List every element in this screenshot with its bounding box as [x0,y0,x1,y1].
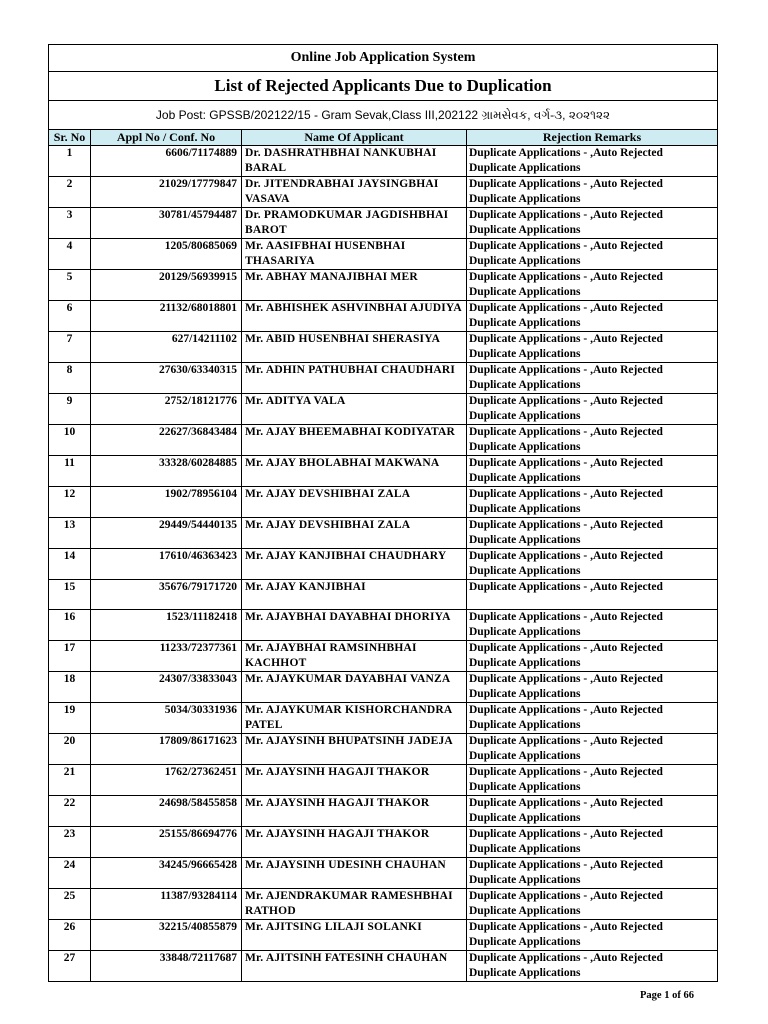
applicant-name-cell: Mr. AJAYBHAI RAMSINHBHAI KACHHOT [242,641,467,672]
applicant-name-cell: Dr. JITENDRABHAI JAYSINGBHAI VASAVA [242,177,467,208]
appl-no-cell: 1523/11182418 [91,610,242,641]
sr-no-cell: 5 [49,270,91,301]
remark-line-1: Duplicate Applications - ,Auto Rejected [469,488,663,500]
sr-no-cell: 20 [49,734,91,765]
rejection-remarks-cell [467,332,718,363]
remark-line-1: Duplicate Applications - ,Auto Rejected [469,457,663,469]
remark-line-1: Duplicate Applications - ,Auto Rejected [469,364,663,376]
table-row [49,177,718,208]
appl-no-cell: 1762/27362451 [91,765,242,796]
appl-no-cell: 29449/54440135 [91,518,242,549]
applicant-name-cell: Dr. PRAMODKUMAR JAGDISHBHAI BAROT [242,208,467,239]
applicant-name-cell: Mr. ABHISHEK ASHVINBHAI AJUDIYA [242,301,467,332]
table-row [49,363,718,394]
table-row [49,332,718,363]
applicant-name-cell: Mr. AJAYSINH HAGAJI THAKOR [242,796,467,827]
remark-line-1: Duplicate Applications - ,Auto Rejected [469,302,663,314]
remark-line-1: Duplicate Applications - ,Auto Rejected [469,921,663,933]
applicant-name-cell: Dr. DASHRATHBHAI NANKUBHAI BARAL [242,146,467,177]
table-row [49,425,718,456]
appl-no-cell: 17809/86171623 [91,734,242,765]
col-header-sr-no: Sr. No [49,130,91,146]
remark-line-2: Duplicate Applications [469,472,581,484]
rejection-remarks-cell [467,827,718,858]
sr-no-cell: 12 [49,487,91,518]
sr-no-cell: 22 [49,796,91,827]
remark-line-2: Duplicate Applications [469,905,581,917]
rejection-remarks-cell [467,549,718,580]
rejection-remarks-cell [467,672,718,703]
sr-no-cell: 26 [49,920,91,951]
table-body [49,146,718,982]
remark-line-2: Duplicate Applications [469,410,581,422]
applicant-name-cell: Mr. AJITSING LILAJI SOLANKI [242,920,467,951]
remark-line-1: Duplicate Applications - ,Auto Rejected [469,395,663,407]
applicant-name-cell: Mr. AJENDRAKUMAR RAMESHBHAI RATHOD [242,889,467,920]
remark-line-2: Duplicate Applications [469,936,581,948]
sr-no-cell: 11 [49,456,91,487]
appl-no-cell: 11387/93284114 [91,889,242,920]
remark-line-1: Duplicate Applications - ,Auto Rejected [469,611,663,623]
remark-line-1: Duplicate Applications - ,Auto Rejected [469,673,663,685]
appl-no-cell: 17610/46363423 [91,549,242,580]
table-row [49,889,718,920]
rejection-remarks-cell [467,425,718,456]
remark-line-1: Duplicate Applications - ,Auto Rejected [469,642,663,654]
sr-no-cell: 4 [49,239,91,270]
rejection-remarks-cell [467,270,718,301]
remark-line-1: Duplicate Applications - ,Auto Rejected [469,209,663,221]
table-row [49,765,718,796]
appl-no-cell: 627/14211102 [91,332,242,363]
remark-line-1: Duplicate Applications - ,Auto Rejected [469,828,663,840]
appl-no-cell: 25155/86694776 [91,827,242,858]
table-row [49,239,718,270]
sr-no-cell: 19 [49,703,91,734]
remark-line-2: Duplicate Applications [469,441,581,453]
rejection-remarks-cell [467,734,718,765]
table-row [49,858,718,889]
appl-no-cell: 33328/60284885 [91,456,242,487]
remark-line-1: Duplicate Applications - ,Auto Rejected [469,333,663,345]
table-row [49,610,718,641]
document-sheet [48,44,717,982]
appl-no-cell: 30781/45794487 [91,208,242,239]
remark-line-2: Duplicate Applications [469,286,581,298]
rejected-applicants-table [48,44,718,982]
remark-line-2: Duplicate Applications [469,967,581,979]
rejection-remarks-cell [467,456,718,487]
rejection-remarks-cell [467,889,718,920]
rejection-remarks-cell [467,487,718,518]
remark-line-1: Duplicate Applications - ,Auto Rejected [469,859,663,871]
remark-line-1: Duplicate Applications - ,Auto Rejected [469,581,663,593]
applicant-name-cell: Mr. AJAY KANJIBHAI [242,580,467,610]
col-header-appl-no: Appl No / Conf. No [91,130,242,146]
applicant-name-cell: Mr. AJAY DEVSHIBHAI ZALA [242,487,467,518]
applicant-name-cell: Mr. AJAYSINH HAGAJI THAKOR [242,765,467,796]
remark-line-1: Duplicate Applications - ,Auto Rejected [469,890,663,902]
applicant-name-cell: Mr. AJAY DEVSHIBHAI ZALA [242,518,467,549]
applicant-name-cell: Mr. ABHAY MANAJIBHAI MER [242,270,467,301]
remark-line-2: Duplicate Applications [469,843,581,855]
remark-line-2: Duplicate Applications [469,719,581,731]
sr-no-cell: 15 [49,580,91,610]
remark-line-1: Duplicate Applications - ,Auto Rejected [469,735,663,747]
sr-no-cell: 2 [49,177,91,208]
sr-no-cell: 24 [49,858,91,889]
remark-line-1: Duplicate Applications - ,Auto Rejected [469,426,663,438]
col-header-remarks: Rejection Remarks [467,130,718,146]
rejection-remarks-cell [467,146,718,177]
sr-no-cell: 17 [49,641,91,672]
appl-no-cell: 32215/40855879 [91,920,242,951]
applicant-name-cell: Mr. AASIFBHAI HUSENBHAI THASARIYA [242,239,467,270]
remark-line-2: Duplicate Applications [469,781,581,793]
page-number: Page 1 of 66 [640,990,694,1001]
appl-no-cell: 6606/71174889 [91,146,242,177]
col-header-name: Name Of Applicant [242,130,467,146]
table-row [49,734,718,765]
remark-line-1: Duplicate Applications - ,Auto Rejected [469,704,663,716]
remark-line-1: Duplicate Applications - ,Auto Rejected [469,178,663,190]
rejection-remarks-cell [467,703,718,734]
rejection-remarks-cell [467,301,718,332]
sr-no-cell: 1 [49,146,91,177]
table-row [49,549,718,580]
sr-no-cell: 27 [49,951,91,982]
sr-no-cell: 21 [49,765,91,796]
table-row [49,270,718,301]
sr-no-cell: 8 [49,363,91,394]
remark-line-2: Duplicate Applications [469,317,581,329]
remark-line-2: Duplicate Applications [469,750,581,762]
remark-line-1: Duplicate Applications - ,Auto Rejected [469,519,663,531]
appl-no-cell: 24698/58455858 [91,796,242,827]
remark-line-1: Duplicate Applications - ,Auto Rejected [469,240,663,252]
appl-no-cell: 34245/96665428 [91,858,242,889]
table-row [49,703,718,734]
sr-no-cell: 25 [49,889,91,920]
appl-no-cell: 20129/56939915 [91,270,242,301]
remark-line-1: Duplicate Applications - ,Auto Rejected [469,766,663,778]
appl-no-cell: 21029/17779847 [91,177,242,208]
applicant-name-cell: Mr. AJAYKUMAR KISHORCHANDRA PATEL [242,703,467,734]
appl-no-cell: 1902/78956104 [91,487,242,518]
appl-no-cell: 22627/36843484 [91,425,242,456]
remark-line-2: Duplicate Applications [469,255,581,267]
applicant-name-cell: Mr. AJAYBHAI DAYABHAI DHORIYA [242,610,467,641]
remark-line-2: Duplicate Applications [469,812,581,824]
applicant-name-cell: Mr. ADITYA VALA [242,394,467,425]
rejection-remarks-cell [467,858,718,889]
applicant-name-cell: Mr. AJAY KANJIBHAI CHAUDHARY [242,549,467,580]
appl-no-cell: 1205/80685069 [91,239,242,270]
rejection-remarks-cell [467,394,718,425]
rejection-remarks-cell [467,363,718,394]
remark-line-2: Duplicate Applications [469,688,581,700]
applicant-name-cell: Mr. AJAYKUMAR DAYABHAI VANZA [242,672,467,703]
remark-line-2: Duplicate Applications [469,193,581,205]
appl-no-cell: 11233/72377361 [91,641,242,672]
remark-line-1: Duplicate Applications - ,Auto Rejected [469,952,663,964]
table-row [49,672,718,703]
sr-no-cell: 9 [49,394,91,425]
rejection-remarks-cell [467,580,718,610]
rejection-remarks-cell [467,208,718,239]
sr-no-cell: 10 [49,425,91,456]
remark-line-2: Duplicate Applications [469,626,581,638]
table-row [49,487,718,518]
table-row [49,456,718,487]
appl-no-cell: 21132/68018801 [91,301,242,332]
sr-no-cell: 14 [49,549,91,580]
sr-no-cell: 13 [49,518,91,549]
remark-line-2: Duplicate Applications [469,224,581,236]
sr-no-cell: 7 [49,332,91,363]
rejection-remarks-cell [467,610,718,641]
table-row [49,951,718,982]
applicant-name-cell: Mr. AJITSINH FATESINH CHAUHAN [242,951,467,982]
table-row [49,208,718,239]
remark-line-2: Duplicate Applications [469,379,581,391]
system-title-row [49,45,718,72]
job-post-row [49,101,718,130]
applicant-name-cell: Mr. ADHIN PATHUBHAI CHAUDHARI [242,363,467,394]
appl-no-cell: 27630/63340315 [91,363,242,394]
applicant-name-cell: Mr. AJAYSINH HAGAJI THAKOR [242,827,467,858]
rejection-remarks-cell [467,177,718,208]
rejection-remarks-cell [467,765,718,796]
sr-no-cell: 3 [49,208,91,239]
job-post-line: Job Post: GPSSB/202122/15 - Gram Sevak,Class III,202122 ગ્રામસેવક, વર્ગ-૩, ૨૦૨૧૨૨ [49,101,718,130]
sr-no-cell: 23 [49,827,91,858]
rejection-remarks-cell [467,920,718,951]
remark-line-2: Duplicate Applications [469,657,581,669]
remark-line-2: Duplicate Applications [469,565,581,577]
remark-line-1: Duplicate Applications - ,Auto Rejected [469,797,663,809]
sr-no-cell: 18 [49,672,91,703]
list-title: List of Rejected Applicants Due to Duplication [49,72,718,101]
system-title: Online Job Application System [49,45,718,72]
rejection-remarks-cell [467,641,718,672]
appl-no-cell: 35676/79171720 [91,580,242,610]
rejection-remarks-cell [467,951,718,982]
remark-line-1: Duplicate Applications - ,Auto Rejected [469,271,663,283]
applicant-name-cell: Mr. ABID HUSENBHAI SHERASIYA [242,332,467,363]
remark-line-1: Duplicate Applications - ,Auto Rejected [469,147,663,159]
table-row [49,146,718,177]
sr-no-cell: 16 [49,610,91,641]
table-row [49,641,718,672]
appl-no-cell: 5034/30331936 [91,703,242,734]
rejection-remarks-cell [467,796,718,827]
table-row [49,394,718,425]
list-title-row [49,72,718,101]
remark-line-2: Duplicate Applications [469,503,581,515]
remark-line-2: Duplicate Applications [469,162,581,174]
applicant-name-cell: Mr. AJAY BHEEMABHAI KODIYATAR [242,425,467,456]
appl-no-cell: 2752/18121776 [91,394,242,425]
rejection-remarks-cell [467,518,718,549]
table-row [49,580,718,610]
applicant-name-cell: Mr. AJAYSINH UDESINH CHAUHAN [242,858,467,889]
table-row [49,827,718,858]
table-row [49,518,718,549]
column-header-row [49,130,718,146]
remark-line-2: Duplicate Applications [469,874,581,886]
remark-line-1: Duplicate Applications - ,Auto Rejected [469,550,663,562]
remark-line-2: Duplicate Applications [469,348,581,360]
table-row [49,920,718,951]
appl-no-cell: 33848/72117687 [91,951,242,982]
table-row [49,301,718,332]
sr-no-cell: 6 [49,301,91,332]
table-row [49,796,718,827]
remark-line-2: Duplicate Applications [469,534,581,546]
appl-no-cell: 24307/33833043 [91,672,242,703]
applicant-name-cell: Mr. AJAY BHOLABHAI MAKWANA [242,456,467,487]
rejection-remarks-cell [467,239,718,270]
applicant-name-cell: Mr. AJAYSINH BHUPATSINH JADEJA [242,734,467,765]
